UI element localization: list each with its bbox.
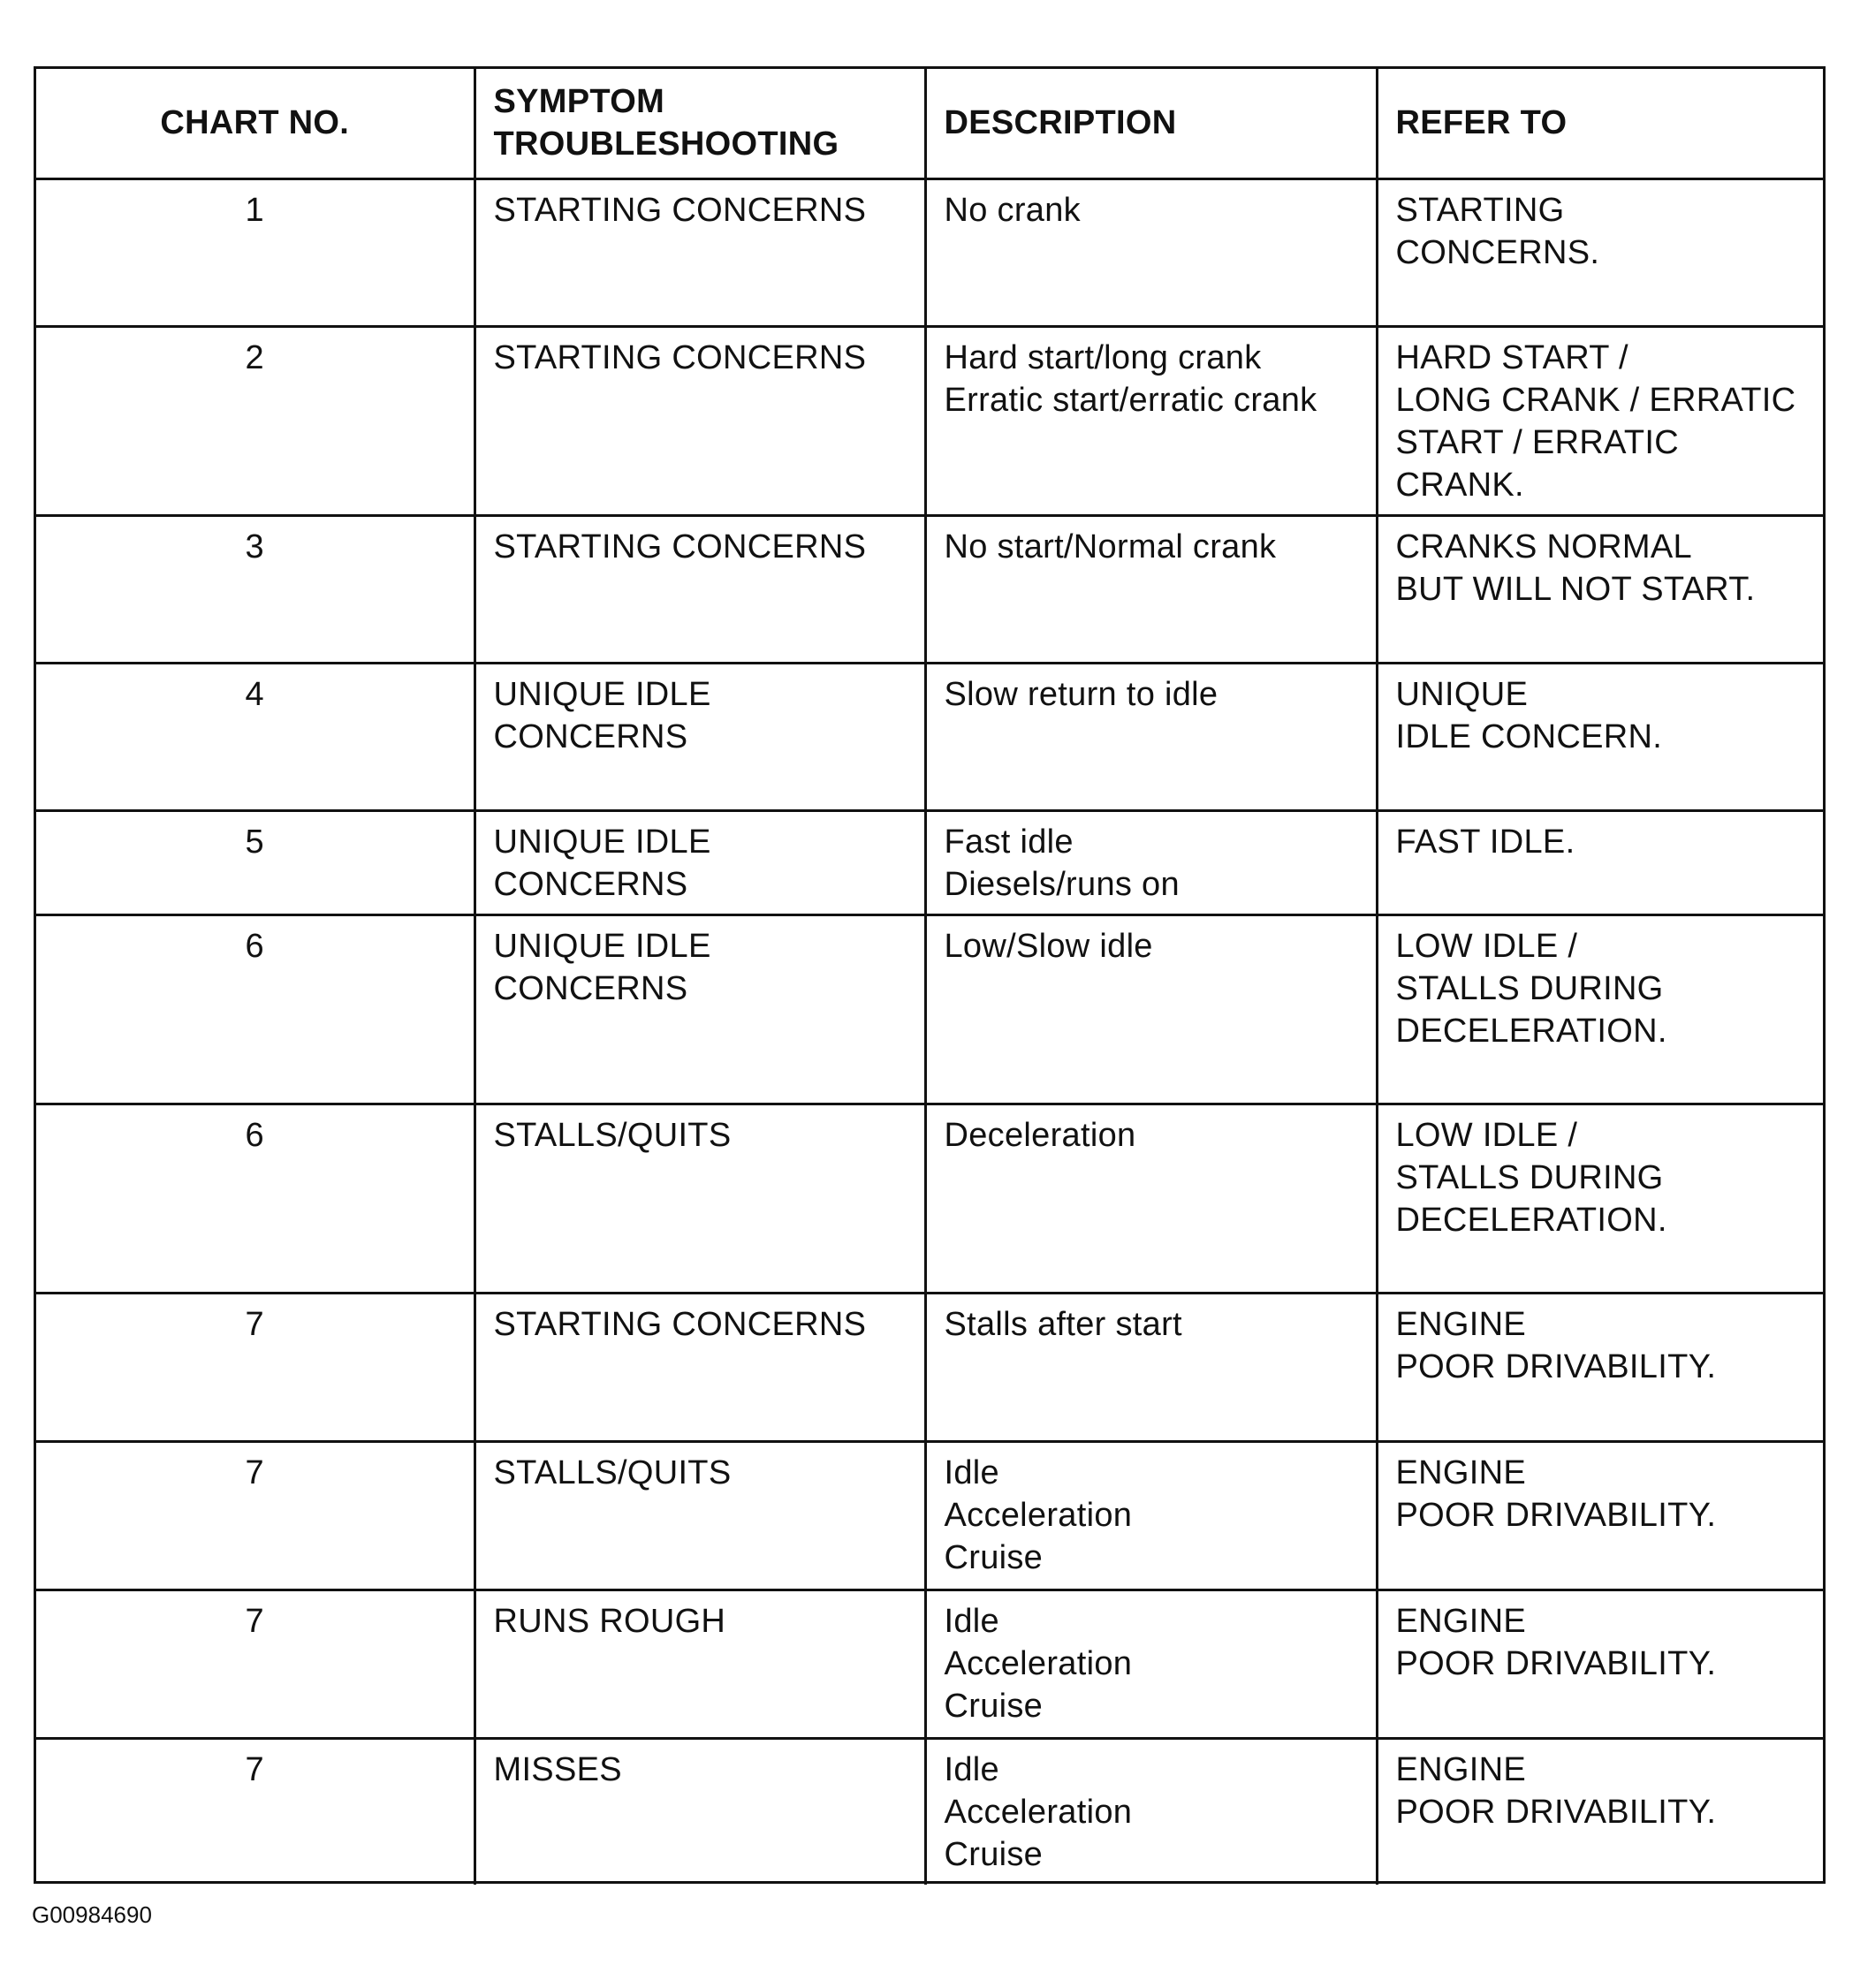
cell-refer-to: ENGINE POOR DRIVABILITY. [1377,1293,1823,1441]
cell-chart-no: 3 [36,515,474,663]
table-row [36,1590,1823,1738]
cell-description: Hard start/long crank Erratic start/erratic crank [925,326,1377,515]
cell-refer-to: LOW IDLE / STALLS DURING DECELERATION. [1377,1104,1823,1293]
cell-chart-no: 7 [36,1441,474,1590]
table-row [36,1441,1823,1590]
cell-chart-no: 2 [36,326,474,515]
table-row [36,515,1823,663]
table-row [36,810,1823,914]
cell-description: No crank [925,178,1377,326]
table-row [36,1293,1823,1441]
cell-chart-no: 5 [36,810,474,914]
table-header-row [36,69,1823,178]
cell-refer-to: UNIQUE IDLE CONCERN. [1377,663,1823,810]
cell-symptom: MISSES [474,1738,925,1885]
cell-refer-to: HARD START / LONG CRANK / ERRATIC START / ERRATIC CRANK. [1377,326,1823,515]
cell-symptom: STARTING CONCERNS [474,178,925,326]
cell-chart-no: 6 [36,914,474,1104]
cell-refer-to: ENGINE POOR DRIVABILITY. [1377,1738,1823,1885]
cell-refer-to: ENGINE POOR DRIVABILITY. [1377,1590,1823,1738]
cell-chart-no: 7 [36,1293,474,1441]
header-chart-no: CHART NO. [36,69,474,178]
cell-symptom: STALLS/QUITS [474,1104,925,1293]
symptom-table [36,69,1823,1885]
header-symptom-troubleshooting: SYMPTOM TROUBLESHOOTING [474,69,925,178]
cell-symptom: UNIQUE IDLE CONCERNS [474,663,925,810]
cell-symptom: UNIQUE IDLE CONCERNS [474,914,925,1104]
cell-description: Slow return to idle [925,663,1377,810]
cell-description: Deceleration [925,1104,1377,1293]
cell-chart-no: 7 [36,1738,474,1885]
table-row [36,914,1823,1104]
cell-description: Fast idle Diesels/runs on [925,810,1377,914]
cell-symptom: STARTING CONCERNS [474,326,925,515]
cell-symptom: RUNS ROUGH [474,1590,925,1738]
cell-refer-to: FAST IDLE. [1377,810,1823,914]
table-row [36,1738,1823,1885]
cell-description: Stalls after start [925,1293,1377,1441]
table-row [36,1104,1823,1293]
cell-description: Low/Slow idle [925,914,1377,1104]
cell-description: Idle Acceleration Cruise [925,1441,1377,1590]
cell-description: Idle Acceleration Cruise [925,1738,1377,1885]
figure-code: G00984690 [32,1901,152,1928]
header-description: DESCRIPTION [925,69,1377,178]
header-refer-to: REFER TO [1377,69,1823,178]
cell-symptom: UNIQUE IDLE CONCERNS [474,810,925,914]
cell-refer-to: LOW IDLE / STALLS DURING DECELERATION. [1377,914,1823,1104]
cell-description: No start/Normal crank [925,515,1377,663]
table-row [36,178,1823,326]
cell-symptom: STARTING CONCERNS [474,1293,925,1441]
cell-chart-no: 6 [36,1104,474,1293]
cell-symptom: STALLS/QUITS [474,1441,925,1590]
table-row [36,326,1823,515]
cell-refer-to: CRANKS NORMAL BUT WILL NOT START. [1377,515,1823,663]
cell-chart-no: 1 [36,178,474,326]
cell-chart-no: 7 [36,1590,474,1738]
cell-refer-to: STARTING CONCERNS. [1377,178,1823,326]
cell-description: Idle Acceleration Cruise [925,1590,1377,1738]
troubleshooting-chart [34,66,1826,1884]
cell-symptom: STARTING CONCERNS [474,515,925,663]
cell-chart-no: 4 [36,663,474,810]
cell-refer-to: ENGINE POOR DRIVABILITY. [1377,1441,1823,1590]
table-row [36,663,1823,810]
